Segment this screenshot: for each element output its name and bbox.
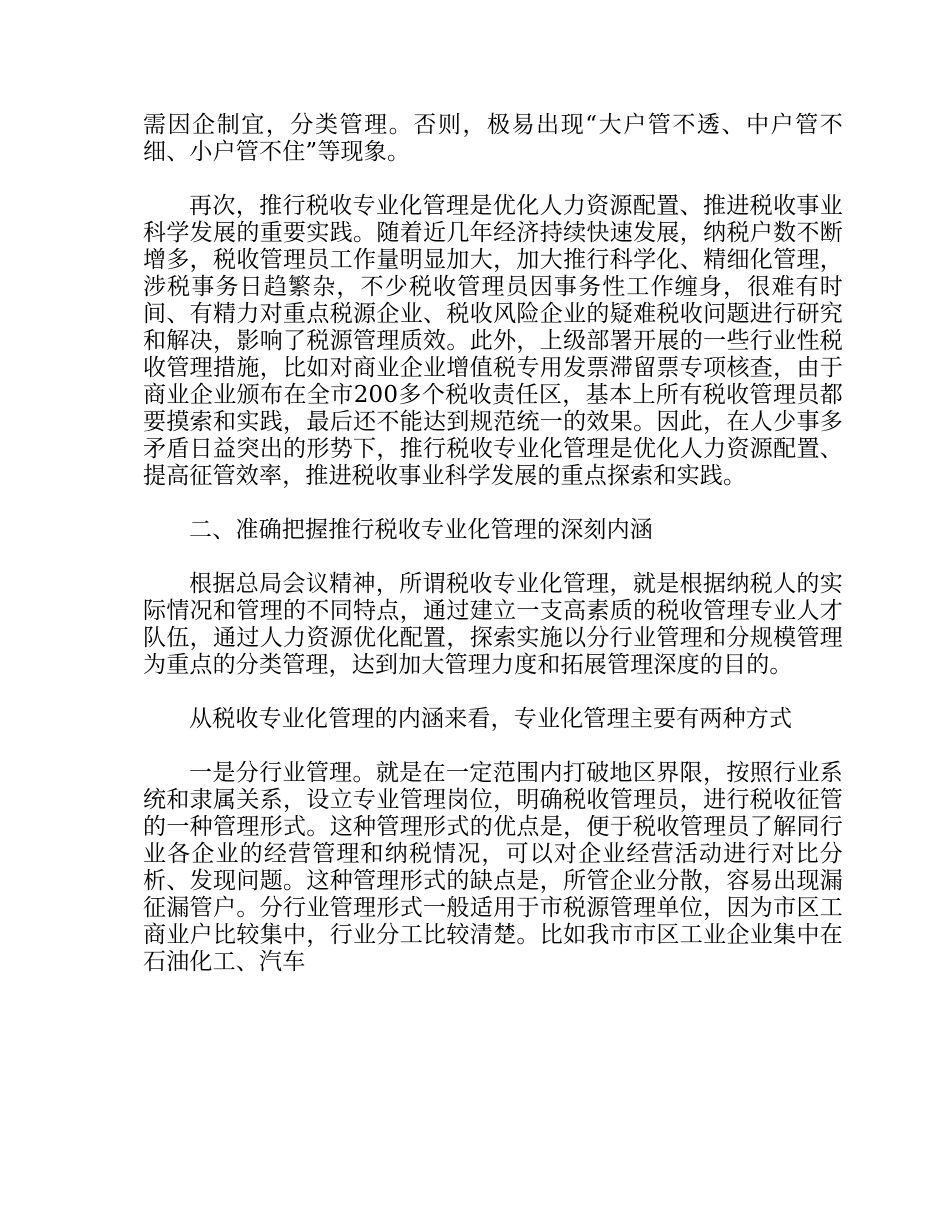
paragraph-2: 再次，推行税收专业化管理是优化人力资源配置、推进税收事业科学发展的重要实践。随着近几年经济持续快速发展，纳税户数不断增多，税收管理员工作量明显加大，加大推行科学化、精细化管理，涉税事务日趋繁杂，不少税收管理员因事务性工作缠身，很难有时间、有精力对重点税源企业、税收风险企业的疑难税收问题进行研究和解决，影响了税源管理质效。此外，上级部署开展的一些行业性税收管理措施，比如对商业企业增值税专用发票滞留票专项核查，由于商业企业颁布在全市200多个税收责任区，基本上所有税收管理员都要摸索和实践，最后还不能达到规范统一的效果。因此，在人少事多矛盾日益突出的形势下，推行税收专业化管理是优化人力资源配置、提高征管效率，推进税收事业科学发展的重点探索和实践。: [143, 193, 843, 489]
paragraph-4: 从税收专业化管理的内涵来看，专业化管理主要有两种方式: [189, 706, 793, 732]
paragraph-5: 一是分行业管理。就是在一定范围内打破地区界限，按照行业系统和隶属关系，设立专业管理岗位，明确税收管理员，进行税收征管的一种管理形式。这种管理形式的优点是，便于税收管理员了解同行业各企业的经营管理和纳税情况，可以对企业经营活动进行对比分析、发现问题。这种管理形式的缺点是，所管企业分散，容易出现漏征漏管户。分行业管理形式一般适用于市税源管理单位，因为市区工商业户比较集中，行业分工比较清楚。比如我市市区工业企业集中在石油化工、汽车: [143, 760, 843, 975]
section-heading: 二、准确把握推行税收专业化管理的深刻内涵: [189, 517, 653, 543]
paragraph-3: 根据总局会议精神，所谓税收专业化管理，就是根据纳税人的实际情况和管理的不同特点，通过建立一支高素质的税收管理专业人才队伍，通过人力资源优化配置，探索实施以分行业管理和分规模管理为重点的分类管理，达到加大管理力度和拓展管理深度的目的。: [143, 571, 843, 678]
document-body: [143, 112, 843, 1003]
paragraph-1: 需因企制宜，分类管理。否则，极易出现“大户管不透、中户管不细、小户管不住”等现象。: [143, 112, 843, 165]
